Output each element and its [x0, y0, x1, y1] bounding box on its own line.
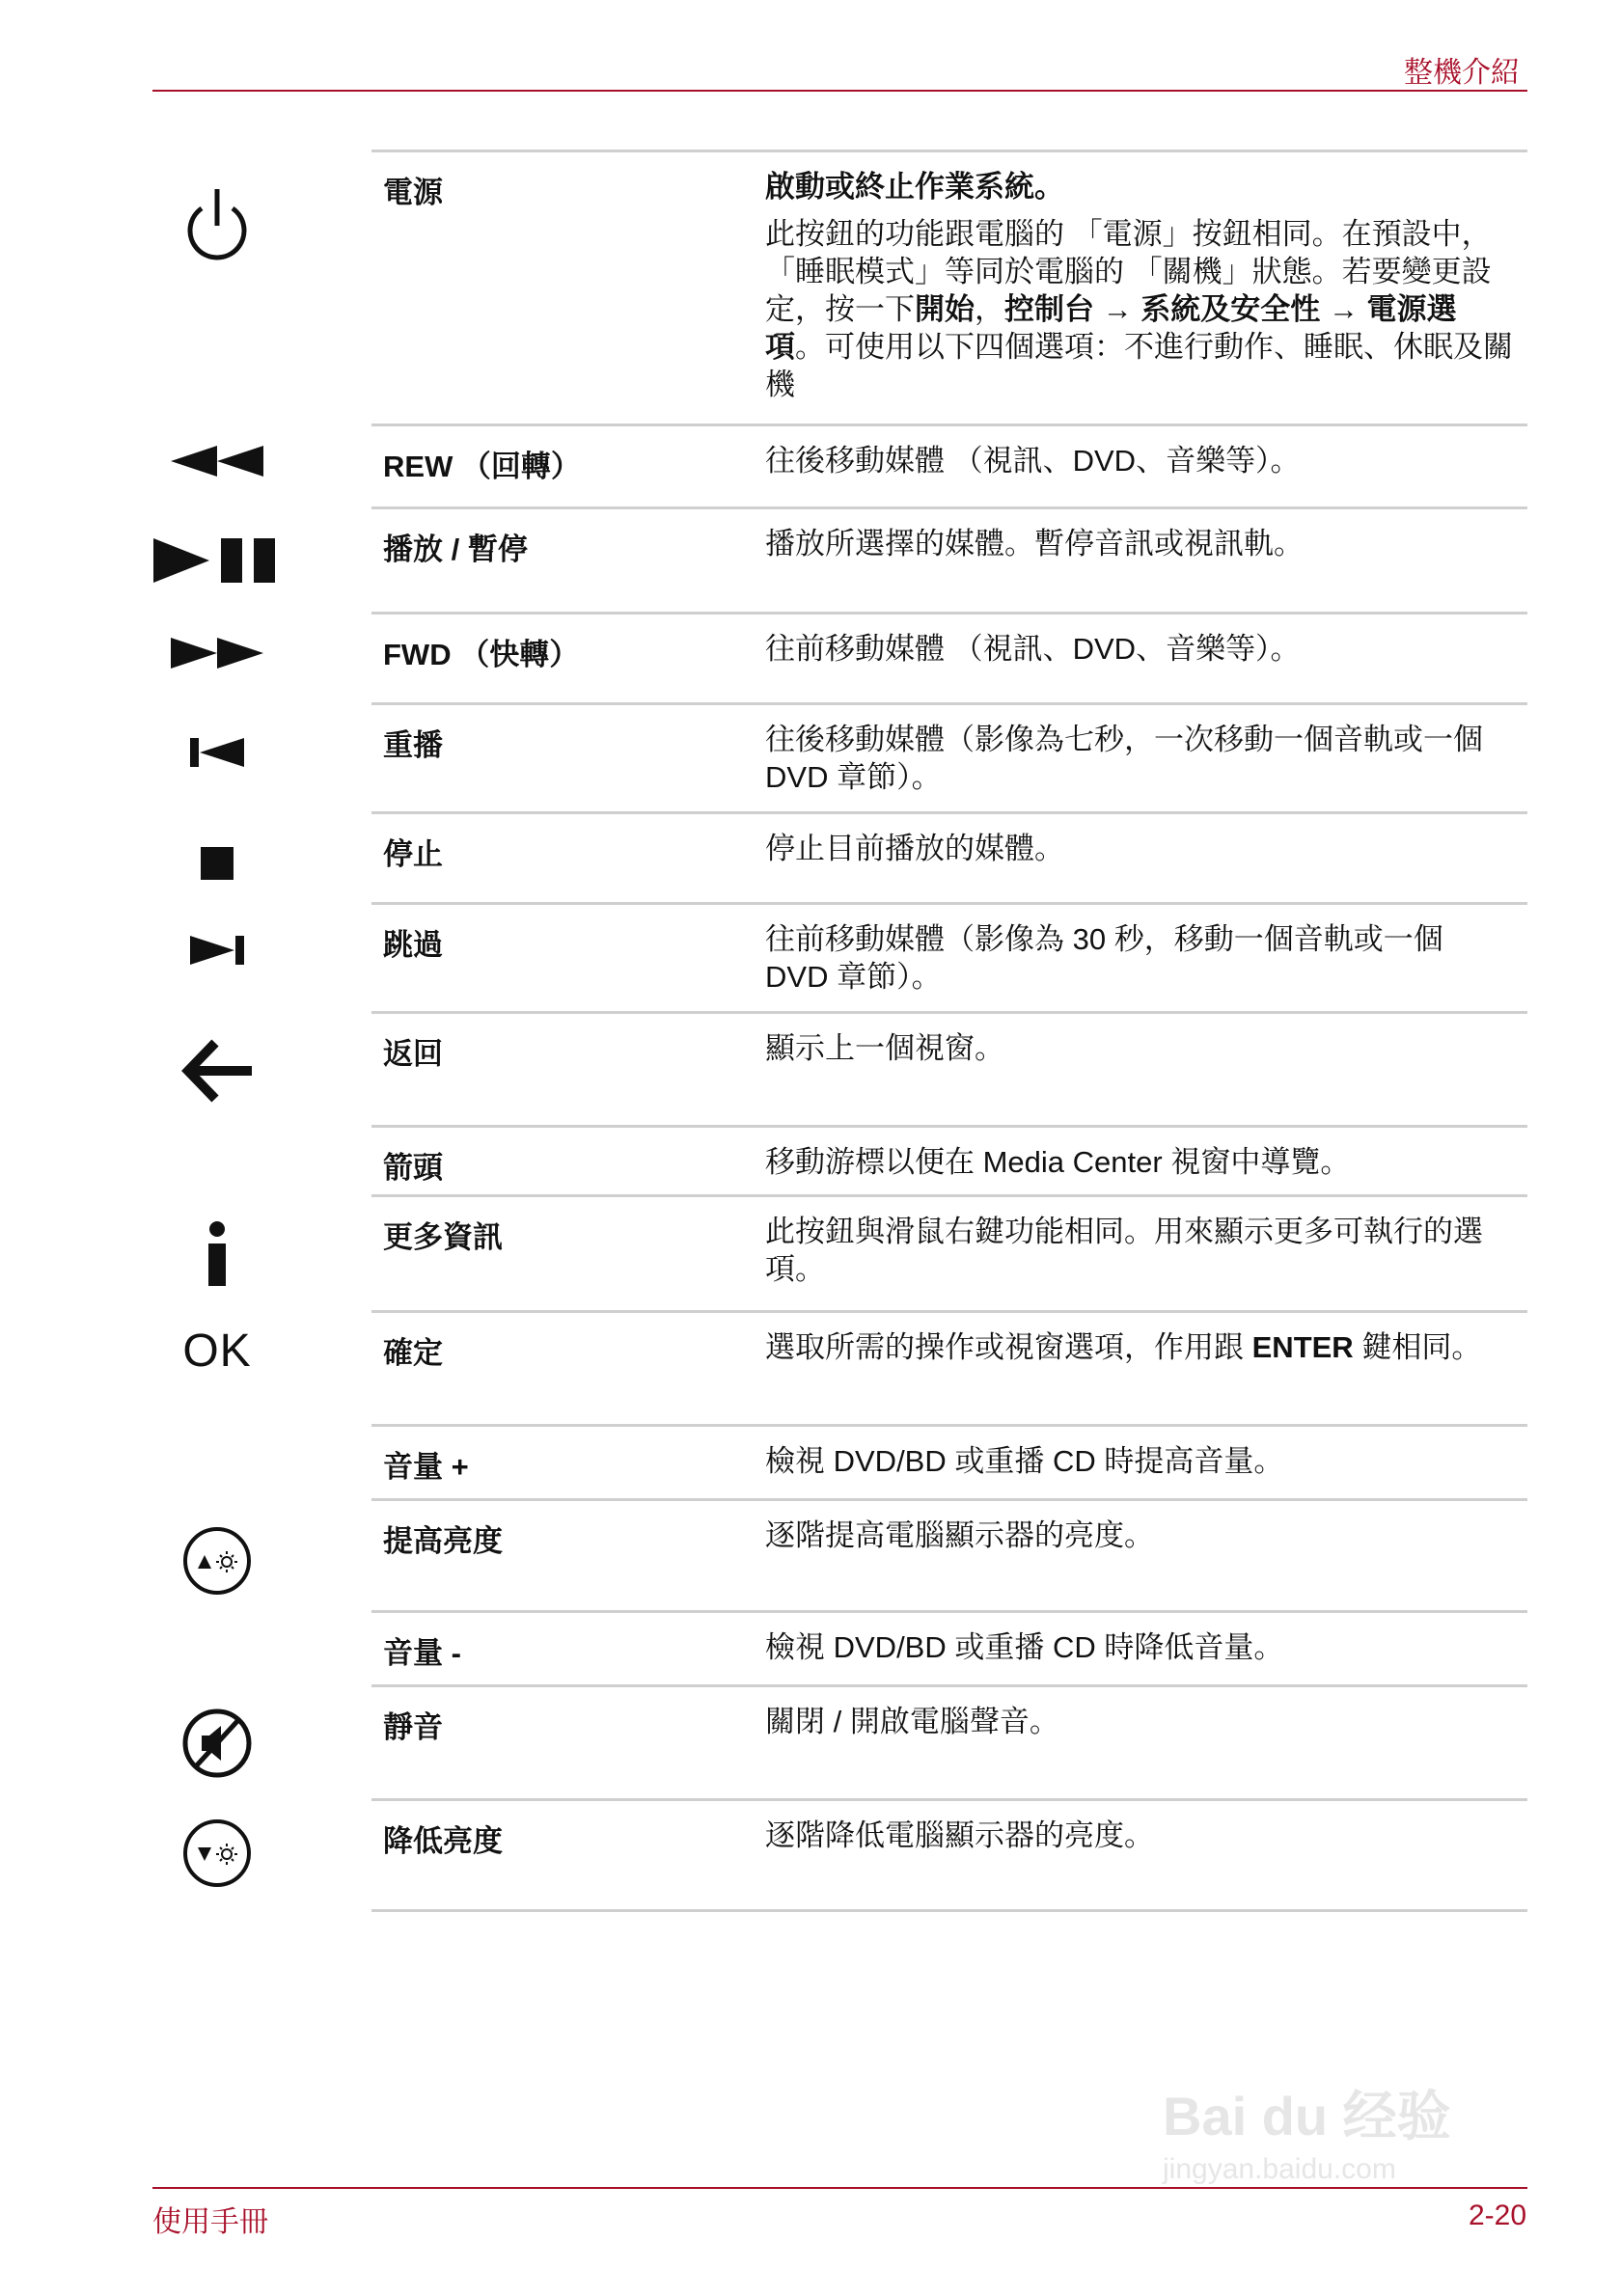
row-description: 往後移動媒體 （視訊、DVD、音樂等）。 [765, 444, 1301, 478]
table-row-volume-down [371, 1610, 1527, 1684]
table-row-mute [371, 1684, 1527, 1798]
row-name: FWD （快轉） [383, 638, 580, 671]
button-function-table [182, 150, 1527, 1912]
row-name: 返回 [383, 1037, 443, 1071]
table-row-power [371, 150, 1527, 424]
row-name: 確定 [383, 1336, 443, 1370]
row-description [765, 168, 1513, 403]
ok-icon-label: OK [182, 1326, 252, 1377]
table-row-brightness-down [371, 1798, 1527, 1912]
footer-manual-title: 使用手冊 [152, 2205, 268, 2239]
desc-text-3: 。可使用以下四個選項：不進行動作、睡眠、休眠及關機 [765, 330, 1513, 401]
row-name: 電源 [383, 176, 443, 209]
watermark-url: jingyan.baidu.com [1163, 2153, 1396, 2185]
skip-icon [145, 934, 289, 967]
table-row-stop [371, 811, 1527, 902]
row-description: 往前移動媒體 （視訊、DVD、音樂等）。 [765, 632, 1301, 666]
row-description: 停止目前播放的媒體。 [765, 832, 1064, 865]
fast-forward-icon [145, 636, 289, 670]
desc-text-1: 選取所需的操作或視窗選項，作用跟 [765, 1330, 1252, 1364]
page-number: 2-20 [1468, 2200, 1526, 2231]
row-name: 跳過 [383, 928, 443, 962]
row-description: 逐階降低電腦顯示器的亮度。 [765, 1818, 1154, 1852]
header-rule [152, 90, 1527, 92]
footer-rule [152, 2187, 1527, 2189]
table-row-volume-up [371, 1424, 1527, 1498]
ok-icon [145, 1325, 289, 1378]
mute-icon [145, 1705, 289, 1782]
watermark-brand: Bai du 经验 [1163, 2086, 1451, 2146]
row-name: 提高亮度 [383, 1524, 503, 1558]
desc-bold-1: ENTER [1251, 1330, 1354, 1364]
row-name: REW （回轉） [383, 450, 581, 483]
row-description: 檢視 DVD/BD 或重播 CD 時提高音量。 [765, 1444, 1284, 1478]
desc-text-2: ， [975, 292, 1004, 326]
table-row-fwd [371, 612, 1527, 702]
desc-text-1: 此按鈕的功能跟電腦的 「電源」按鈕相同。在預設中，「睡眠模式」等同於電腦的 「關機」狀態。若要變更設定，按一下 [765, 217, 1492, 326]
table-row-rew [371, 424, 1527, 506]
table-row-replay [371, 702, 1527, 811]
row-description: 此按鈕與滑鼠右鍵功能相同。用來顯示更多可執行的選項。 [765, 1215, 1483, 1286]
row-desc-title: 啟動或終止作業系統。 [765, 170, 1064, 204]
row-description: 檢視 DVD/BD 或重播 CD 時降低音量。 [765, 1630, 1284, 1664]
row-name: 靜音 [383, 1710, 443, 1744]
stop-icon [145, 845, 289, 882]
row-description: 往前移動媒體（影像為 30 秒，移動一個音軌或一個 DVD 章節）。 [765, 922, 1443, 994]
row-name: 音量 + [383, 1450, 469, 1484]
row-name: 更多資訊 [383, 1220, 503, 1254]
row-name: 播放 / 暫停 [383, 533, 528, 566]
replay-icon [145, 736, 289, 769]
row-name: 停止 [383, 837, 443, 871]
brightness-up-icon [145, 1526, 289, 1596]
table-row-back [371, 1011, 1527, 1125]
row-description: 播放所選擇的媒體。暫停音訊或視訊軌。 [765, 527, 1304, 560]
row-description: 逐階提高電腦顯示器的亮度。 [765, 1518, 1154, 1552]
row-name: 重播 [383, 728, 443, 762]
row-description [765, 1328, 1513, 1366]
rewind-icon [145, 444, 289, 478]
row-name: 音量 - [383, 1636, 461, 1670]
row-description: 顯示上一個視窗。 [765, 1031, 1004, 1065]
table-row-play-pause [371, 506, 1527, 612]
row-description: 往後移動媒體（影像為七秒，一次移動一個音軌或一個 DVD 章節）。 [765, 723, 1483, 794]
table-row-brightness-up [371, 1498, 1527, 1610]
power-icon [145, 179, 289, 266]
row-name: 箭頭 [383, 1151, 443, 1185]
row-name: 降低亮度 [383, 1824, 503, 1858]
table-row-ok [182, 1310, 1527, 1424]
play-pause-icon [145, 536, 289, 585]
table-row-arrows [371, 1125, 1527, 1194]
info-icon [145, 1220, 289, 1288]
table-row-skip [371, 902, 1527, 1011]
desc-bold-2: 控制台 → 系統及安全性 → 電源選項 [765, 292, 1457, 364]
row-description: 關閉 / 開啟電腦聲音。 [765, 1705, 1059, 1738]
table-row-more-info [371, 1194, 1527, 1310]
desc-text-2: 鍵相同。 [1353, 1330, 1482, 1364]
brightness-down-icon [145, 1818, 289, 1888]
back-arrow-icon [145, 1039, 289, 1103]
page-header-title: 整機介紹 [1404, 56, 1520, 90]
row-description: 移動游標以便在 Media Center 視窗中導覽。 [765, 1145, 1351, 1179]
desc-bold-1: 開始 [915, 292, 975, 326]
